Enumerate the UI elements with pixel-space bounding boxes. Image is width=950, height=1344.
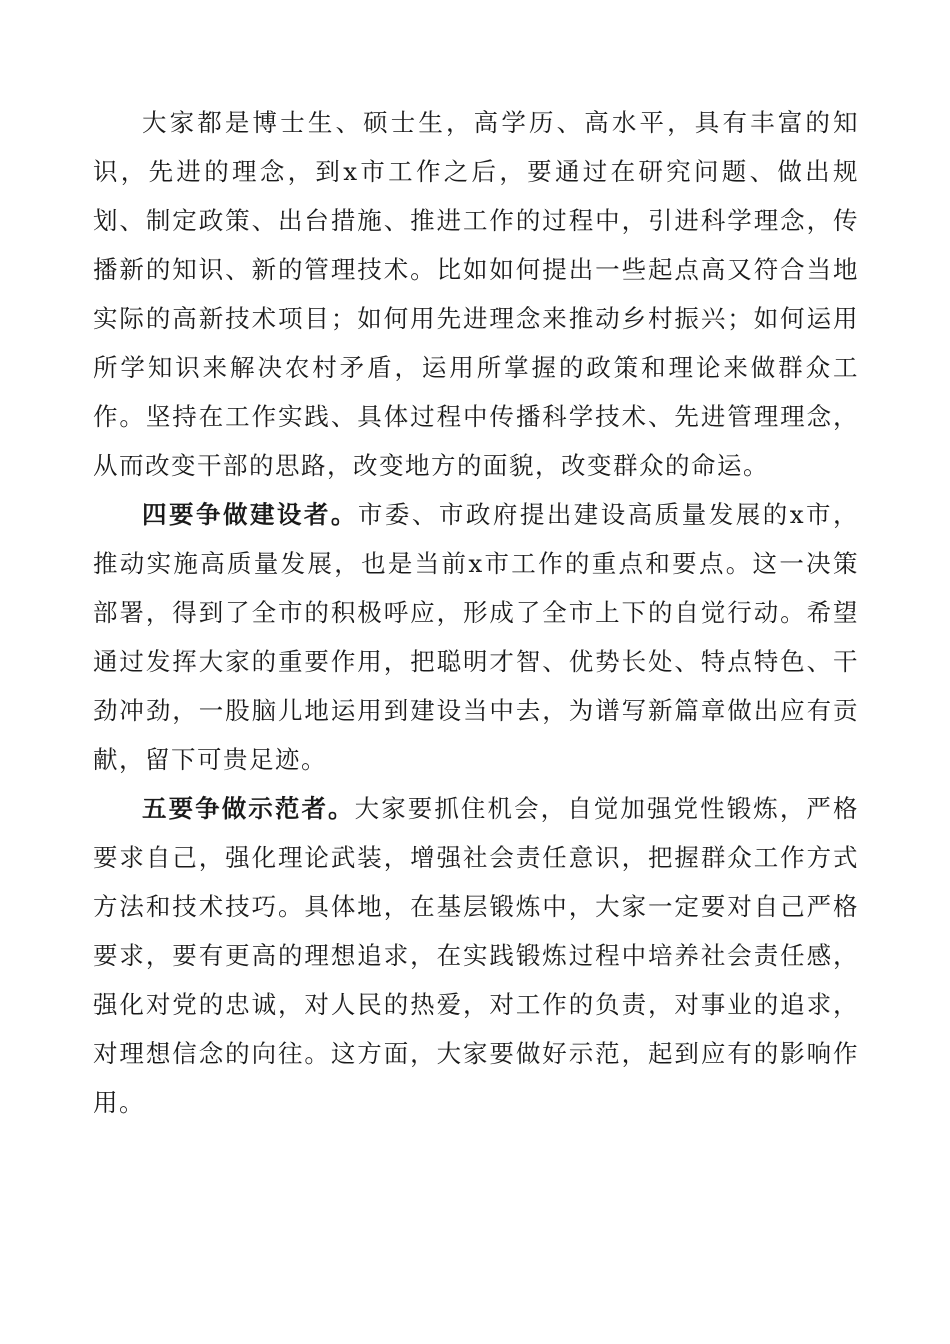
paragraph-5-exemplar	[93, 784, 859, 1127]
paragraph-4-heading: 四要争做建设者。	[142, 500, 358, 529]
document-body	[93, 98, 859, 1127]
paragraph-5-heading: 五要争做示范者。	[142, 794, 355, 823]
paragraph-1-text: 大家都是博士生、硕士生，高学历、高水平，具有丰富的知识，先进的理念，到x市工作之后，要通过在研究问题、做出规划、制定政策、出台措施、推进工作的过程中，引进科学理念，传播新的知识、新的管理技术。比如如何提出一些起点高又符合当地实际的高新技术项目；如何用先进理念来推动乡村振兴；如何运用所学知识来解决农村矛盾，运用所掌握的政策和理论来做群众工作。坚持在工作实践、具体过程中传播科学技术、先进管理理念，从而改变干部的思路，改变地方的面貌，改变群众的命运。	[93, 108, 859, 480]
paragraph-4-builder	[93, 490, 859, 784]
paragraph-1	[93, 98, 859, 490]
paragraph-4-text: 市委、市政府提出建设高质量发展的x市，推动实施高质量发展，也是当前x市工作的重点和要点。这一决策部署，得到了全市的积极呼应，形成了全市上下的自觉行动。希望通过发挥大家的重要作用，把聪明才智、优势长处、特点特色、干劲冲劲，一股脑儿地运用到建设当中去，为谱写新篇章做出应有贡献，留下可贵足迹。	[93, 500, 859, 774]
paragraph-5-text: 大家要抓住机会，自觉加强党性锻炼，严格要求自己，强化理论武装，增强社会责任意识，把握群众工作方式方法和技术技巧。具体地，在基层锻炼中，大家一定要对自己严格要求，要有更高的理想追求，在实践锻炼过程中培养社会责任感，强化对党的忠诚，对人民的热爱，对工作的负责，对事业的追求，对理想信念的向往。这方面，大家要做好示范，起到应有的影响作用。	[93, 794, 860, 1117]
